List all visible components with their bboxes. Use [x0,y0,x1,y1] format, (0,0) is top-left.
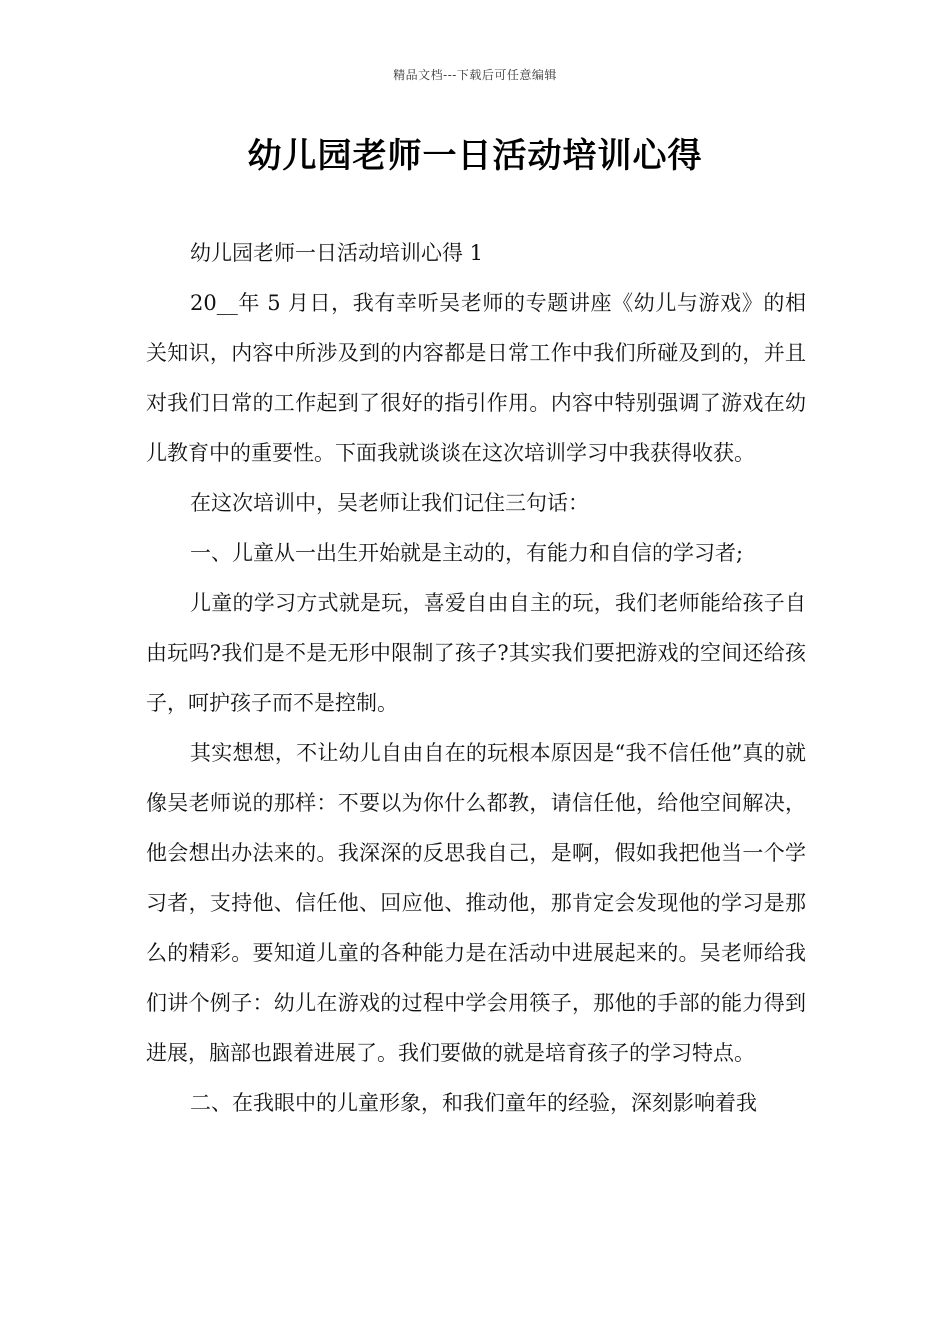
paragraph: 儿童的学习方式就是玩，喜爱自由自主的玩，我们老师能给孩子自由玩吗?我们是不是无形中限制了孩子?其实我们要把游戏的空间还给孩子，呵护孩子而不是控制。 [146,591,806,715]
paragraph: 其实想想，不让幼儿自由自在的玩根本原因是“我不信任他”真的就像吴老师说的那样：不要以为你什么都教，请信任他，给他空间解决，他会想出办法来的。我深深的反思我自己，是啊，假如我把他当一个学习者，支持他、信任他、回应他、推动他，那肯定会发现他的学习是那么的精彩。要知道儿童的各种能力是在活动中进展起来的。吴老师给我们讲个例子：幼儿在游戏的过程中学会用筷子，那他的手部的能力得到进展，脑部也跟着进展了。我们要做的就是培育孩子的学习特点。 [146,741,806,1065]
paragraph: 在这次培训中，吴老师让我们记住三句话： [190,491,589,515]
document-body [146,228,806,1128]
paragraph: 20__年 5 月日，我有幸听吴老师的专题讲座《幼儿与游戏》的相关知识，内容中所涉及到的内容都是日常工作中我们所碰及到的，并且对我们日常的工作起到了很好的指引作用。内容中特别强调了游戏在幼儿教育中的重要性。下面我就谈谈在这次培训学习中我获得收获。 [146,291,806,465]
paragraph: 二、在我眼中的儿童形象，和我们童年的经验，深刻影响着我 [190,1091,757,1115]
paragraph: 一、儿童从一出生开始就是主动的，有能力和自信的学习者; [190,541,744,565]
section-heading: 幼儿园老师一日活动培训心得 1 [190,241,484,265]
document-title: 幼儿园老师一日活动培训心得 [247,136,703,176]
header-note: 精品文档---下载后可任意编辑 [393,68,557,82]
